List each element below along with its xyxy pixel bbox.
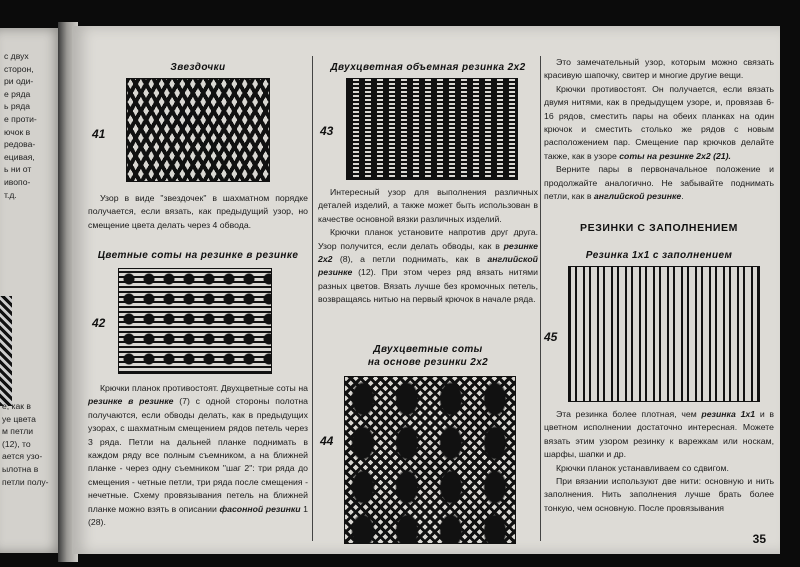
left-page-text-fragment: ается узо-	[2, 451, 43, 462]
column-rule-2	[540, 56, 541, 541]
pattern-title: Двухцветная объемная резинка 2х2	[330, 62, 526, 73]
figure-number: 44	[320, 434, 334, 448]
pattern-title: Резинка 1х1 с заполнением	[585, 250, 733, 261]
left-page-text-fragment: ь ни от	[4, 164, 32, 175]
left-page-text-fragment: м петли	[2, 426, 34, 437]
figure-number: 42	[92, 316, 106, 330]
figure-number: 41	[92, 127, 106, 141]
knit-swatch-stars	[126, 78, 270, 182]
left-page-text-fragment: ри оди-	[4, 76, 34, 87]
left-page-text-fragment: е, как в	[2, 401, 31, 411]
knit-swatch-rib	[346, 78, 518, 180]
left-page-text-fragment: ылотна в	[2, 464, 39, 474]
pattern-description: Это замечательный узор, которым можно связать красивую шапочку, свитер и многие другие вещи. Крючки противостоят. Он получается, если вязать двумя нитями, как в предыдущем узоре, и, провязав 6-16 рядов, сместить пары на обеих планках на один крючок и сместить столько же рядов с новым расположением пар. Смещение пар крючков делайте также, как в узоре соты на резинке 2х2 (21). Верните пары в первоначальное положение и продолжайте аналогично. Не забывайте поднимать петли, как в английской резинке.	[544, 57, 774, 202]
pattern-description: Узор в виде "звездочек" в шахматном порядке получается, если вязать, как предыдущий узор, но смещение цвета делать через 4 обвода.	[88, 193, 308, 230]
column-rule-1	[312, 56, 313, 541]
section-heading: РЕЗИНКИ С ЗАПОЛНЕНИЕМ	[580, 222, 738, 234]
left-page-text-fragment: сторон,	[4, 63, 34, 74]
left-page-text-fragment: е проти-	[4, 114, 37, 124]
left-page-text-fragment: ючок в	[4, 126, 31, 137]
figure-number: 45	[544, 330, 558, 344]
pattern-title: на основе резинки 2х2	[367, 357, 489, 368]
left-page-edge	[0, 28, 64, 553]
pattern-description: Эта резинка более плотная, чем резинка 1х1 и в цветном исполнении достаточно интересная. Можете вязать этим узором резинку к варежкам или носкам, шарфы, шапки и др. Крючки планок устанавливаем со сдвигом. При вязании используют две нити: основную и нить заполнения. Нить заполнения лучше брать более тонкую, чем основную. После провязывания	[544, 409, 775, 513]
pattern-title: Цветные соты на резинке в резинке	[97, 250, 299, 261]
left-page-text-fragment: с двух	[4, 51, 29, 61]
knit-swatch-two-color-honeycomb	[344, 376, 516, 544]
page-number: 35	[752, 532, 766, 546]
left-page-text-fragment: е ряда	[4, 88, 31, 99]
figure-number: 43	[320, 124, 334, 138]
book-page	[72, 26, 780, 554]
pattern-title: Двухцветные соты	[373, 344, 483, 355]
left-page-text-fragment: ивопо-	[4, 177, 31, 187]
pattern-title: Звездочки	[170, 62, 226, 73]
left-page-text-fragment: (12), то	[2, 438, 31, 449]
knit-swatch-rib-filled	[568, 266, 760, 402]
left-page-text-fragment: редова-	[4, 139, 36, 150]
pattern-description: Интересный узор для выполнения различных деталей изделий, а также может быть использован в качестве основной вязки различных изделий. Крючки планок установите напротив друг друга. Узор получится, если делать обводы, как в резинке 2х2 (8), а петли поднимать, как в английской резинке (12). При этом через ряд вязать нитями разных цветов. Вязать лучше без кромочных петель, возвращаясь нитью на первый крючок в начале ряда.	[318, 187, 538, 305]
left-page-text-fragment: т.д.	[4, 189, 17, 200]
left-page-text-fragment: петли полу-	[2, 476, 49, 487]
pattern-description: Крючки планок противостоят. Двухцветные соты на резинке в резинке (7) с одной стороны полотна получаются, если обводы делать, как в предыдущих узорах, с шахматным смещением рядов петель через 3 ряда. Петли на дальней планке поднимать в каждом ряду все полным съемником, а на ближней планке - через одну съемником "шаг 2": три ряда до смещения - четные петли, три ряда после смещения - нечетные. Схему провязывания петель на ближней планке можно взять в описании фасонной резинки 1 (28).	[88, 383, 308, 528]
left-page-text-fragment: уе цвета	[2, 413, 36, 424]
left-page-swatch-fragment	[0, 296, 12, 406]
left-page-text-fragment: ецивая,	[4, 151, 35, 162]
knit-swatch-honeycomb	[118, 268, 272, 374]
left-page-text-fragment: ь ряда	[4, 101, 30, 112]
